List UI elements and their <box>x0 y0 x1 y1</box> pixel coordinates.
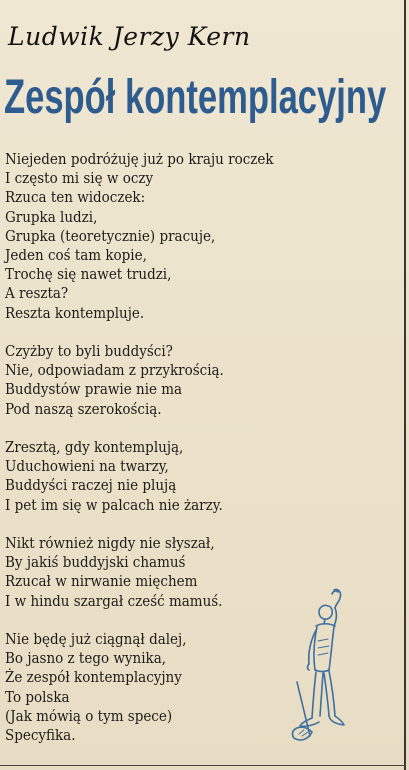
stanza <box>5 151 385 324</box>
stanza <box>5 343 385 420</box>
author-byline: Ludwik Jerzy Kern <box>8 22 251 51</box>
poem-line: Nie będę już ciągnął dalej, <box>5 632 187 649</box>
poem-line: By jakiś buddyjski chamuś <box>5 555 186 572</box>
poem-line: Reszta kontempluje. <box>5 305 145 322</box>
poem-line: Specyfika. <box>5 728 76 745</box>
poem-line: Trochę się nawet trudzi, <box>5 267 172 284</box>
poem-line: Bo jasno z tego wynika, <box>5 651 167 668</box>
poem-line: Nikt również nigdy nie słyszał, <box>5 536 215 553</box>
poem-line: (Jak mówią o tym spece) <box>5 708 173 725</box>
poem-line: Że zespół kontemplacyjny <box>5 670 182 687</box>
poem-line: Nie, odpowiadam z przykrością. <box>5 363 224 380</box>
poem-line: Rzucał w nirwanie mięchem <box>5 574 198 591</box>
poem-line: Jeden coś tam kopie, <box>5 248 147 265</box>
standing-figure-sketch-icon <box>288 586 350 746</box>
poem-line: A reszta? <box>5 286 69 303</box>
stanza <box>5 439 385 516</box>
poem-line: Pod naszą szerokością. <box>5 401 162 418</box>
poem-line: Rzuca ten widoczek: <box>5 190 146 207</box>
poem-line: I w hindu szargał cześć mamuś. <box>5 593 223 610</box>
poem-title: Zespół kontemplacyjny <box>4 71 387 124</box>
column-divider <box>404 0 406 770</box>
poem-line: Buddyści raczej nie plują <box>5 478 177 495</box>
poem-line: To polska <box>5 689 70 706</box>
poem-line: Zresztą, gdy kontemplują, <box>5 440 184 457</box>
poem-line: I pet im się w palcach nie żarzy. <box>5 497 223 514</box>
poem-line: Grupka ludzi, <box>5 209 98 226</box>
poem-line: Buddystów prawie nie ma <box>5 382 183 399</box>
poem-line: Grupka (teoretycznie) pracuje, <box>5 228 216 245</box>
poem-line: Niejeden podróżuję już po kraju roczek <box>5 152 274 168</box>
poem-line: I często mi się w oczy <box>5 171 154 188</box>
poem-line: Uduchowieni na twarzy, <box>5 459 169 476</box>
poem-line: Czyżby to byli buddyści? <box>5 344 173 361</box>
